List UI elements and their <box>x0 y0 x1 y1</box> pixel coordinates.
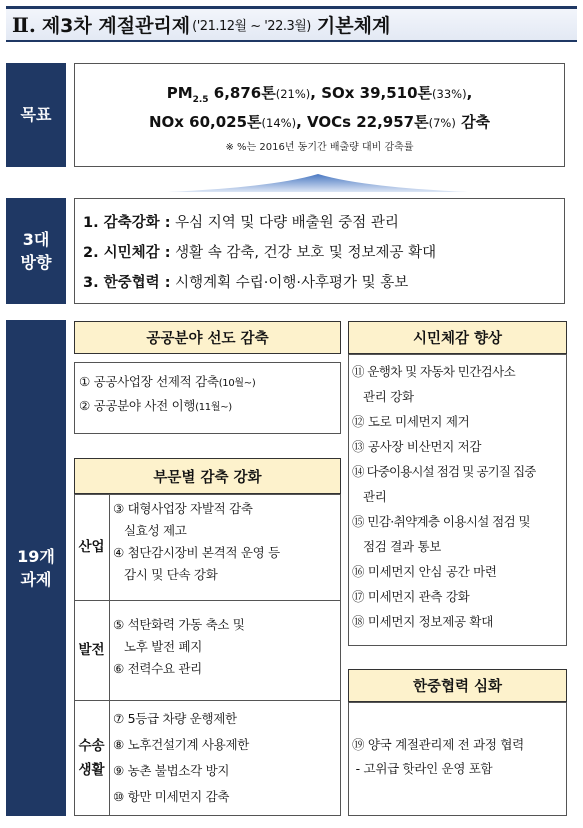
category-transport-living: 수송 생활 <box>78 738 105 778</box>
nox-pct: (14%) <box>261 116 297 130</box>
list-item: ⑮ 민감·취약계층 이용시설 점검 및 <box>352 514 530 529</box>
list-item: ⑥ 전력수요 관리 <box>113 661 202 676</box>
list-item: ⑫ 도로 미세먼지 제거 <box>352 414 470 429</box>
list-item: ⑰ 미세먼지 관측 강화 <box>352 589 470 604</box>
list-item <box>79 371 340 395</box>
nox-value: NOx 60,025톤 <box>148 113 262 131</box>
goal-line-1 <box>75 82 564 111</box>
public-panel-title: 공공분야 선도 감축 <box>74 321 341 354</box>
item-text: ① 공공사업장 선제적 감축 <box>79 374 219 389</box>
pm-label: PM <box>166 84 193 102</box>
list-item: ⑨ 농촌 불법소각 방지 <box>113 763 230 778</box>
list-item: - 고위급 핫라인 운영 포함 <box>352 761 493 776</box>
list-item: ⑪ 운행차 및 자동차 민간검사소 <box>352 364 516 379</box>
divider <box>74 700 341 701</box>
page-title <box>6 6 577 42</box>
directions-box <box>74 198 565 304</box>
list-item: 관리 <box>352 489 387 504</box>
power-items <box>113 614 245 680</box>
transport-items <box>113 706 249 810</box>
direction-head: 1. 감축강화 : <box>83 215 171 231</box>
pm-subscript: 2.5 <box>192 95 209 105</box>
list-item: ③ 대형사업장 자발적 감축 <box>113 501 253 516</box>
list-item: ⑤ 석탄화력 가동 축소 및 <box>113 617 245 632</box>
list-item: 실효성 제고 <box>113 523 187 538</box>
list-item <box>79 395 340 419</box>
list-item: 감시 및 단속 강화 <box>113 567 218 582</box>
direction-text: 시행계획 수립·이행·사후평가 및 홍보 <box>170 275 409 291</box>
list-item: ⑩ 항만 미세먼지 감축 <box>113 789 230 804</box>
title-numeral: Ⅱ. <box>12 12 36 37</box>
line2-end: 감축 <box>455 113 491 131</box>
goal-note: ※ %는 2016년 동기간 배출량 대비 감축률 <box>225 142 414 153</box>
direction-item <box>83 208 564 238</box>
direction-item <box>83 268 564 298</box>
list-item: ⑱ 미세먼지 정보제공 확대 <box>352 614 493 629</box>
list-item: 점검 결과 통보 <box>352 539 442 554</box>
public-panel-box <box>74 362 341 434</box>
title-period: ('21.12월 ~ '22.3월) <box>192 19 311 34</box>
list-item: ⑭ 다중이용시설 점검 및 공기질 집중 <box>352 464 536 479</box>
list-item: ⑧ 노후건설기계 사용제한 <box>113 737 250 752</box>
list-item: ⑲ 양국 계절관리제 전 과정 협력 <box>352 737 524 752</box>
list-item: ④ 첨단감시장비 본격적 운영 등 <box>113 545 280 560</box>
citizen-panel-title: 시민체감 향상 <box>348 321 567 354</box>
tasks-label: 19개 과제 <box>6 320 66 816</box>
citizen-panel-box <box>348 354 567 646</box>
sector-panel-title: 부문별 감축 강화 <box>74 458 341 494</box>
sox-value: , SOx 39,510톤 <box>310 84 433 102</box>
direction-item <box>83 238 564 268</box>
korea-china-panel-box <box>348 702 567 816</box>
category-power: 발전 <box>78 642 105 658</box>
item-period: (10월~) <box>218 378 256 389</box>
item-period: (11월~) <box>195 402 232 413</box>
direction-head: 2. 시민체감 : <box>83 245 171 261</box>
list-item: ⑦ 5등급 차량 운행제한 <box>113 711 237 726</box>
pm-value: 6,876톤 <box>208 84 276 102</box>
flow-arrow-icon <box>168 172 468 194</box>
list-item: ⑬ 공사장 비산먼지 저감 <box>352 439 482 454</box>
goal-line-2 <box>75 111 564 134</box>
voc-value: , VOCs 22,957톤 <box>296 113 429 131</box>
goal-box <box>74 63 565 167</box>
line1-end: , <box>466 84 473 102</box>
list-item: 노후 발전 폐지 <box>113 639 203 654</box>
korea-china-panel-title: 한중협력 심화 <box>348 669 567 702</box>
goal-label: 목표 <box>6 63 66 167</box>
title-suffix: 기본체계 <box>316 15 391 37</box>
direction-head: 3. 한중협력 : <box>83 275 171 291</box>
divider <box>109 494 110 816</box>
voc-pct: (7%) <box>428 116 456 130</box>
sox-pct: (33%) <box>432 87 467 101</box>
item-text: ② 공공분야 사전 이행 <box>79 398 196 413</box>
divider <box>74 600 341 601</box>
directions-label: 3대 방향 <box>6 198 66 304</box>
title-main: 제3차 계절관리제 <box>41 15 191 37</box>
list-item: ⑯ 미세먼지 안심 공간 마련 <box>352 564 497 579</box>
direction-text: 생활 속 감축, 건강 보호 및 정보제공 확대 <box>170 245 437 261</box>
pm-pct: (21%) <box>275 87 311 101</box>
category-industry: 산업 <box>78 539 105 555</box>
list-item: 관리 강화 <box>352 389 414 404</box>
industry-items <box>113 498 280 586</box>
direction-text: 우심 지역 및 다량 배출원 중점 관리 <box>170 215 399 231</box>
